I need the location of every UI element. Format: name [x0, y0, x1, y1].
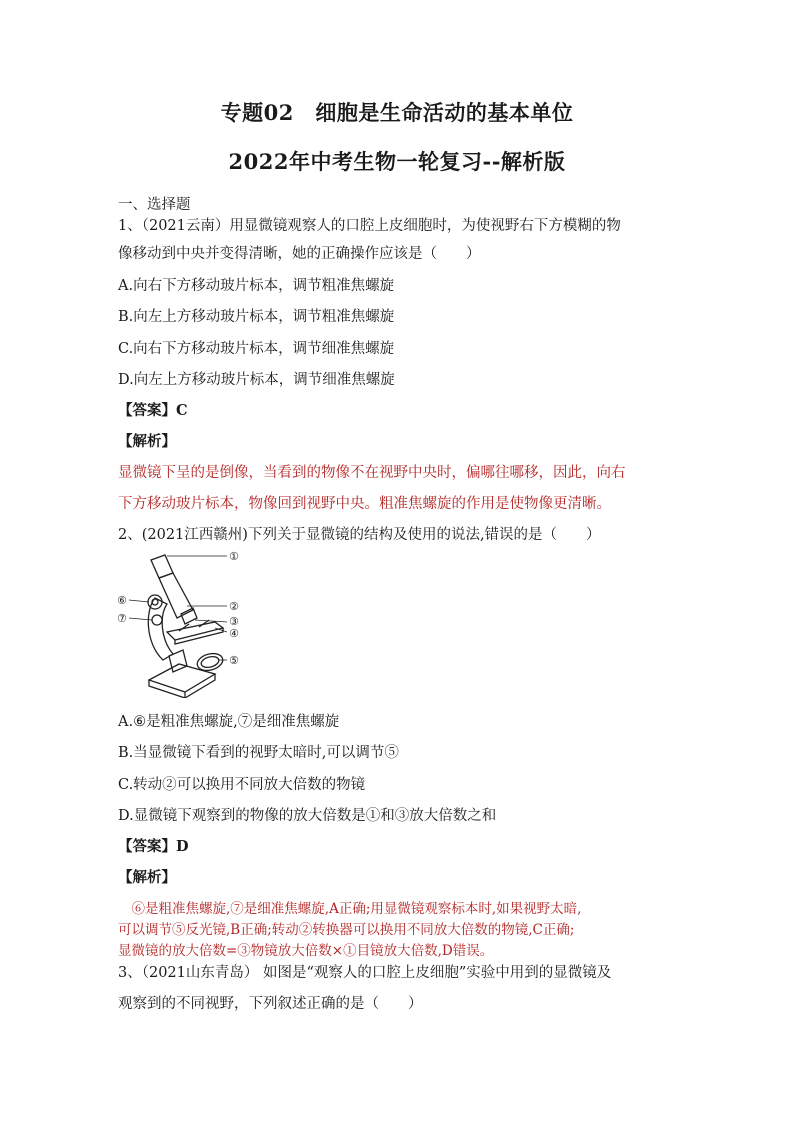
microscope-figure — [115, 548, 250, 698]
q2-analysis-tag: 【解析】 — [118, 869, 176, 886]
title-line-2: 2022年中考生物一轮复习--解析版 — [228, 149, 566, 174]
label-7: ⑦ — [117, 612, 127, 625]
q1-stem-line-2: 像移动到中央并变得清晰，她的正确操作应该是（ ） — [118, 246, 481, 262]
q1-option-a: A.向右下方移动玻片标本，调节粗准焦螺旋 — [118, 278, 395, 294]
fine-focus-knob — [152, 615, 162, 625]
coarse-focus-knob — [148, 595, 162, 609]
q2-answer: 【答案】D — [118, 838, 189, 855]
label-6: ⑥ — [117, 594, 127, 607]
q1-stem-line-1: 1、（2021云南）用显微镜观察人的口腔上皮细胞时，为使视野右下方模糊的物 — [118, 218, 621, 234]
q2-analysis-line-3: 显微镜的放大倍数=③物镜放大倍数×①目镜放大倍数,D错误。 — [118, 943, 494, 959]
label-2: ② — [229, 600, 239, 613]
label-4: ④ — [229, 627, 239, 640]
microscope-stage — [167, 622, 223, 640]
q3-stem-line-2: 观察到的不同视野，下列叙述正确的是（ ） — [118, 996, 423, 1012]
q3-stem-line-1: 3、（2021山东青岛） 如图是“观察人的口腔上皮细胞”实验中用到的显微镜及 — [118, 965, 612, 981]
q1-analysis-tag: 【解析】 — [118, 433, 176, 450]
q1-analysis-line-1: 显微镜下呈的是倒像，当看到的物像不在视野中央时，偏哪往哪移，因此，向右 — [118, 465, 626, 481]
section-heading: 一、选择题 — [118, 197, 191, 213]
q1-option-c: C.向右下方移动玻片标本，调节细准焦螺旋 — [118, 341, 395, 357]
microscope-arm — [148, 598, 173, 660]
q2-analysis-line-2: 可以调节⑤反光镜,B正确;转动②转换器可以换用不同放大倍数的物镜,C正确; — [118, 922, 575, 938]
q1-answer: 【答案】C — [118, 402, 188, 419]
title-line-1: 专题02 细胞是生命活动的基本单位 — [220, 100, 574, 125]
q2-analysis-line-1: ⑥是粗准焦螺旋,⑦是细准焦螺旋,A正确;用显微镜观察标本时,如果视野太暗, — [118, 901, 582, 917]
label-1: ① — [229, 550, 239, 563]
q2-option-b: B.当显微镜下看到的视野太暗时,可以调节⑤ — [118, 745, 399, 761]
q1-option-b: B.向左上方移动玻片标本，调节粗准焦螺旋 — [118, 309, 395, 325]
q2-option-c: C.转动②可以换用不同放大倍数的物镜 — [118, 777, 366, 793]
q1-option-d: D.向左上方移动玻片标本，调节细准焦螺旋 — [118, 372, 395, 388]
q1-analysis-line-2: 下方移动玻片标本，物像回到视野中央。粗准焦螺旋的作用是使物像更清晰。 — [118, 496, 611, 512]
q2-stem: 2、(2021江西赣州)下列关于显微镜的结构及使用的说法,错误的是（ ） — [118, 527, 601, 543]
q2-option-d: D.显微镜下观察到的物像的放大倍数是①和③放大倍数之和 — [118, 808, 497, 824]
q2-option-a: A.⑥是粗准焦螺旋,⑦是细准焦螺旋 — [118, 714, 340, 730]
label-3: ③ — [229, 615, 239, 628]
label-5: ⑤ — [229, 654, 239, 667]
